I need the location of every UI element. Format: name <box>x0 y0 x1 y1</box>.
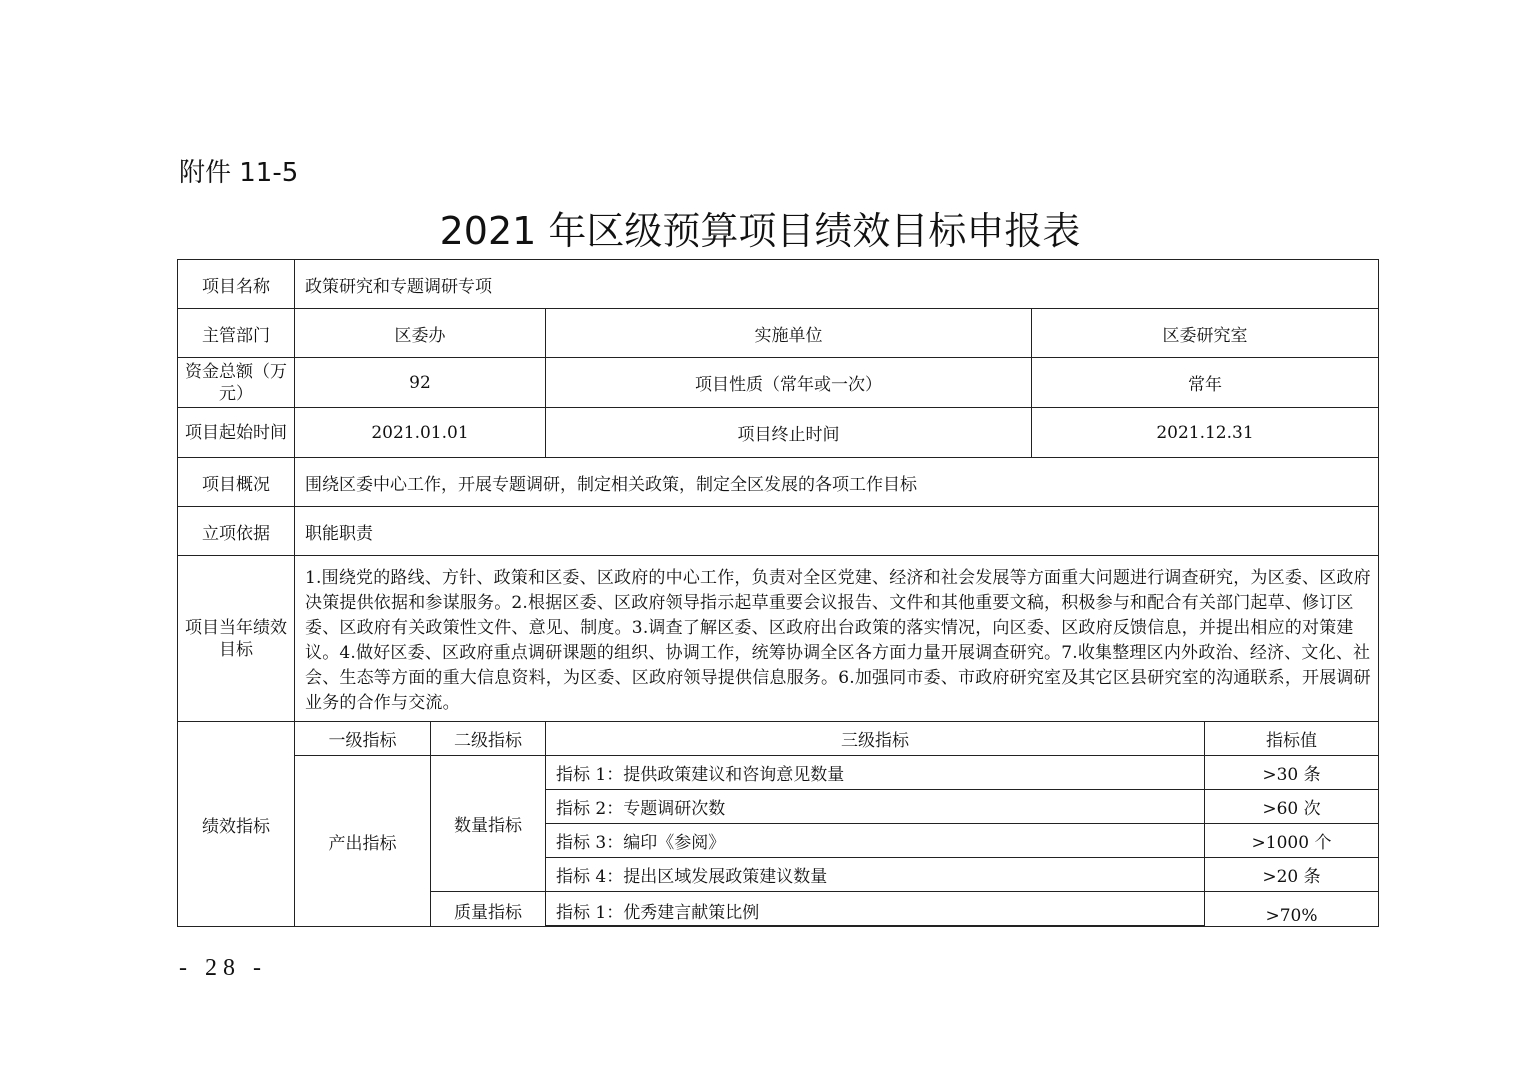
impl-value: 区委研究室 <box>1032 309 1379 358</box>
overview-value: 围绕区委中心工作，开展专题调研，制定相关政策，制定全区发展的各项工作目标 <box>295 458 1379 507</box>
nature-label: 项目性质（常年或一次） <box>546 358 1032 408</box>
indicator-value: >70% <box>1205 892 1379 927</box>
end-value: 2021.12.31 <box>1032 408 1379 458</box>
performance-form-table <box>177 259 1379 927</box>
row-goal <box>178 556 1379 722</box>
goal-value: 1.围绕党的路线、方针、政策和区委、区政府的中心工作，负责对全区党建、经济和社会发展等方面重大问题进行调查研究，为区委、区政府决策提供依据和参谋服务。2.根据区委、区政府领导指示起草重要会议报告、文件和其他重要文稿，积极参与和配合有关部门起草、修订区委、区政府有关政策性文件、意见、制度。3.调查了解区委、区政府出台政策的落实情况，向区委、区政府反馈信息，并提出相应的对策建议。4.做好区委、区政府重点调研课题的组织、协调工作，统筹协调全区各方面力量开展调查研究。7.收集整理区内外政治、经济、文化、社会、生态等方面的重大信息资料，为区委、区政府领导提供信息服务。6.加强同市委、市政府研究室及其它区县研究室的沟通联系，开展调研业务的合作与交流。 <box>295 556 1379 722</box>
indicator-name: 指标 4：提出区域发展政策建议数量 <box>546 858 1205 892</box>
indicator-row <box>178 756 1379 790</box>
start-value: 2021.01.01 <box>295 408 546 458</box>
level2-quality: 质量指标 <box>431 892 546 927</box>
indicator-name: 指标 3：编印《参阅》 <box>546 824 1205 858</box>
level1-output: 产出指标 <box>295 756 431 927</box>
spacer-cell <box>546 926 1205 927</box>
level2-quantity: 数量指标 <box>431 756 546 892</box>
end-label: 项目终止时间 <box>546 408 1032 458</box>
overview-label: 项目概况 <box>178 458 295 507</box>
row-department <box>178 309 1379 358</box>
nature-value: 常年 <box>1032 358 1379 408</box>
header-level1: 一级指标 <box>295 722 431 756</box>
page-number: - 28 - <box>179 955 267 981</box>
indicator-value: >20 条 <box>1205 858 1379 892</box>
row-project-name <box>178 260 1379 309</box>
row-period <box>178 408 1379 458</box>
row-overview <box>178 458 1379 507</box>
goal-label: 项目当年绩效目标 <box>178 556 295 722</box>
header-value: 指标值 <box>1205 722 1379 756</box>
basis-value: 职能职责 <box>295 507 1379 556</box>
dept-label: 主管部门 <box>178 309 295 358</box>
indicator-value: >30 条 <box>1205 756 1379 790</box>
indicator-name: 指标 1：优秀建言献策比例 <box>546 892 1205 926</box>
header-level3: 三级指标 <box>546 722 1205 756</box>
dept-value: 区委办 <box>295 309 546 358</box>
row-fund <box>178 358 1379 408</box>
impl-label: 实施单位 <box>546 309 1032 358</box>
basis-label: 立项依据 <box>178 507 295 556</box>
indicators-section-label: 绩效指标 <box>178 722 295 927</box>
indicator-value: >60 次 <box>1205 790 1379 824</box>
start-label: 项目起始时间 <box>178 408 295 458</box>
indicator-header-row <box>178 722 1379 756</box>
indicator-name: 指标 1：提供政策建议和咨询意见数量 <box>546 756 1205 790</box>
attachment-label: 附件 11-5 <box>179 158 299 188</box>
fund-label: 资金总额（万元） <box>178 358 295 408</box>
header-level2: 二级指标 <box>431 722 546 756</box>
indicator-value: >1000 个 <box>1205 824 1379 858</box>
project-name-value: 政策研究和专题调研专项 <box>295 260 1379 309</box>
document-title: 2021 年区级预算项目绩效目标申报表 <box>439 209 1081 253</box>
project-name-label: 项目名称 <box>178 260 295 309</box>
row-basis <box>178 507 1379 556</box>
indicator-name: 指标 2：专题调研次数 <box>546 790 1205 824</box>
fund-value: 92 <box>295 358 546 408</box>
